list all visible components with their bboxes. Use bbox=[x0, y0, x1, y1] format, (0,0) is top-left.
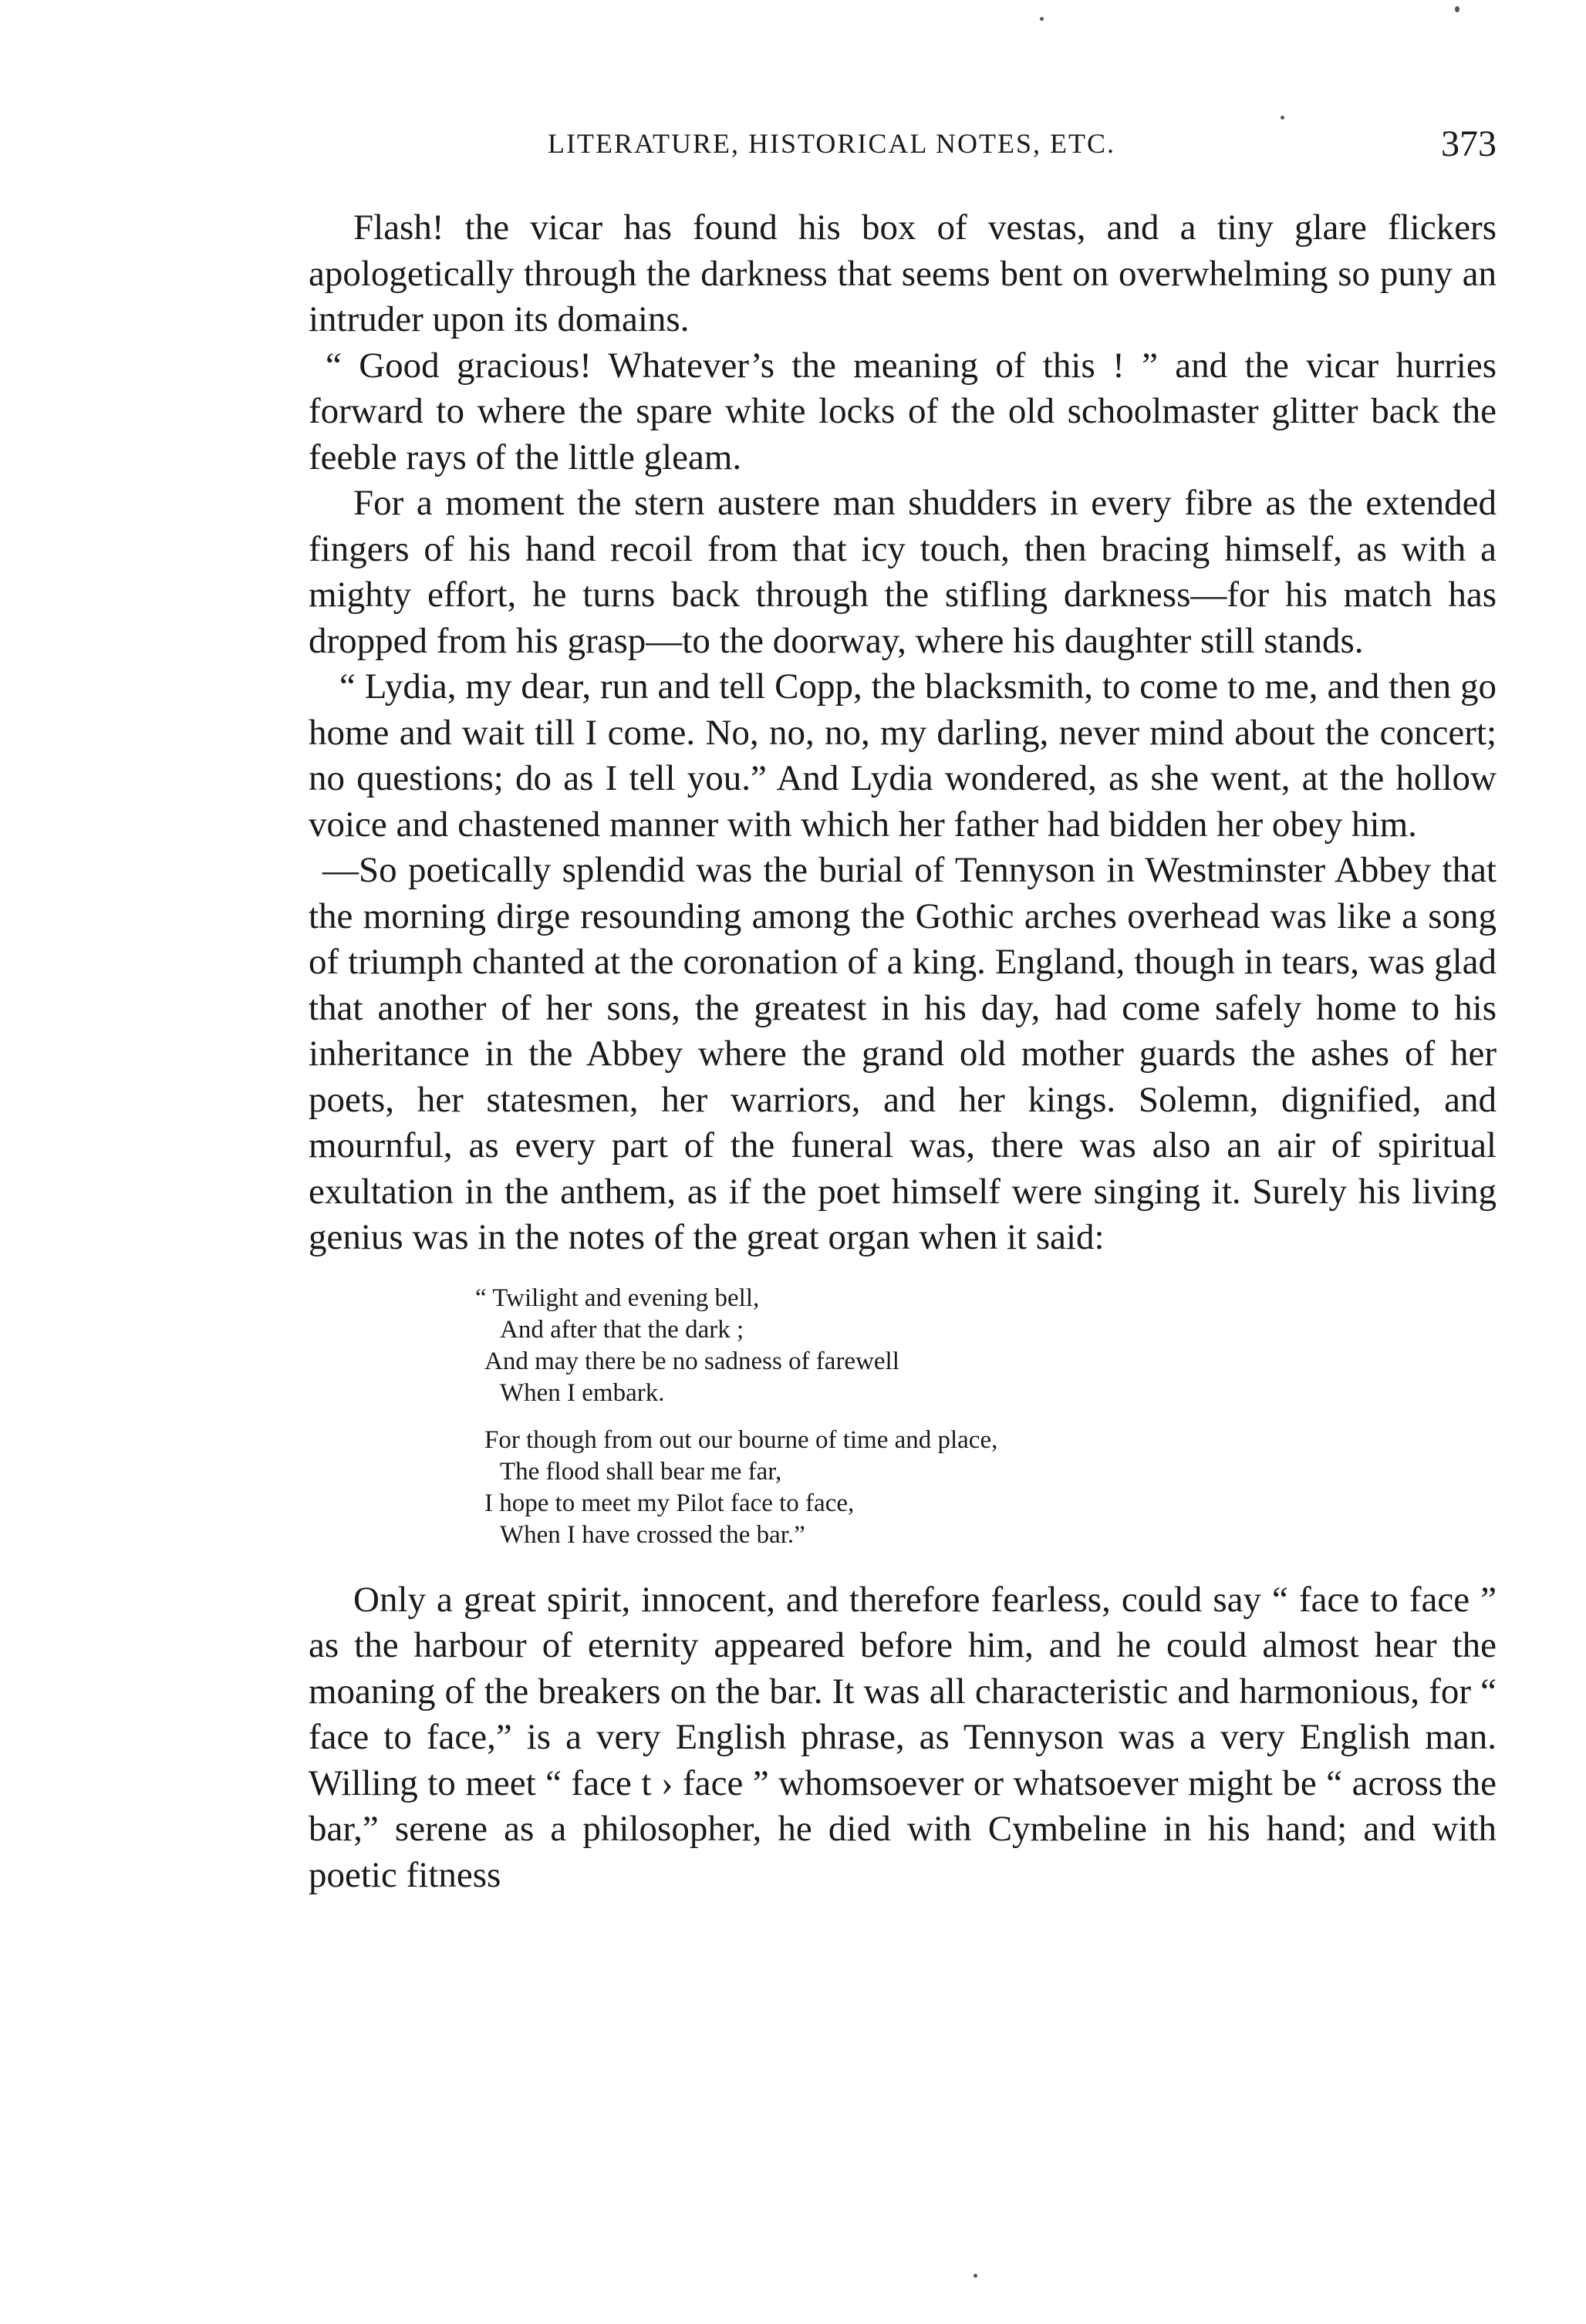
poem-line: “ Twilight and evening bell, bbox=[475, 1283, 760, 1312]
paragraph-good-gracious: “ Good gracious! Whatever’s the meaning of this ! ” and the vicar hurries forward to where the spare white locks of the old schoolmaster glitter back the feeble rays of the little gleam. bbox=[309, 345, 1497, 477]
poem-line: When I embark. bbox=[500, 1378, 665, 1407]
paragraph-stern-austere-man: For a moment the stern austere man shudders in every fibre as the extended fingers of his hand recoil from that icy touch, then bracing himself, as with a mighty effort, he turns back through the stifling darkness—for his match has dropped from his grasp—to the doorway, where his daughter still stands. bbox=[309, 483, 1497, 661]
print-speck bbox=[1455, 6, 1459, 12]
running-title: LITERATURE, HISTORICAL NOTES, ETC. bbox=[548, 128, 1115, 159]
poem-stanza bbox=[475, 1425, 1497, 1551]
poem-line: For though from out our bourne of time and place, bbox=[484, 1425, 998, 1454]
paragraph-vicar-vestas: Flash! the vicar has found his box of vestas, and a tiny glare flickers apologetically through the darkness that seems bent on overwhelming so puny an intruder upon its domains. bbox=[309, 207, 1497, 339]
page-number: 373 bbox=[1441, 123, 1497, 164]
running-head bbox=[309, 123, 1497, 174]
poem-line: The flood shall bear me far, bbox=[500, 1457, 782, 1486]
paragraph-face-to-face: Only a great spirit, innocent, and therefore fearless, could say “ face to face ” as the harbour of eternity appeared before him, and he could almost hear the moaning of the breakers on the bar. It was all characteristic and harmonious, for “ face to face,” is a very English phrase, as Tennyson was a very English man. Willing to meet “ face t › face ” whomsoever or whatsoever might be “ across the bar,” serene as a philosopher, he died with Cymbeline in his hand; and with poetic fitness bbox=[309, 1579, 1497, 1895]
body-text bbox=[309, 205, 1497, 1898]
paragraph-tennyson-burial: —So poetically splendid was the burial of Tennyson in Westminster Abbey that the morning dirge resounding among the Gothic arches overhead was like a song of triumph chanted at the coronation of a king. England, though in tears, was glad that another of her sons, the greatest in his day, had come safely home to his inheritance in the Abbey where the grand old mother guards the ashes of her poets, her statesmen, her warriors, and her kings. Solemn, dignified, and mournful, as every part of the funeral was, there was also an air of spiritual exultation in the anthem, as if the poet himself were singing it. Surely his living genius was in the notes of the great organ when it said: bbox=[309, 850, 1497, 1257]
poem-line: I hope to meet my Pilot face to face, bbox=[484, 1489, 855, 1517]
poem-line: And after that the dark ; bbox=[500, 1315, 744, 1344]
print-speck bbox=[974, 2274, 977, 2278]
poem-line: When I have crossed the bar.” bbox=[500, 1520, 805, 1549]
poem-line: And may there be no sadness of farewell bbox=[484, 1347, 899, 1375]
paragraph-lydia: “ Lydia, my dear, run and tell Copp, the blacksmith, to come to me, and then go home and wait till I come. No, no, no, my darling, never mind about the concert; no questions; do as I tell you.” And Lydia wondered, as she went, at the hollow voice and chastened manner with which her father had bidden her obey him. bbox=[309, 666, 1497, 845]
print-speck bbox=[1040, 17, 1044, 21]
poem-stanza bbox=[475, 1283, 1497, 1409]
poem-crossing-the-bar bbox=[309, 1283, 1497, 1551]
print-speck bbox=[1281, 116, 1284, 120]
